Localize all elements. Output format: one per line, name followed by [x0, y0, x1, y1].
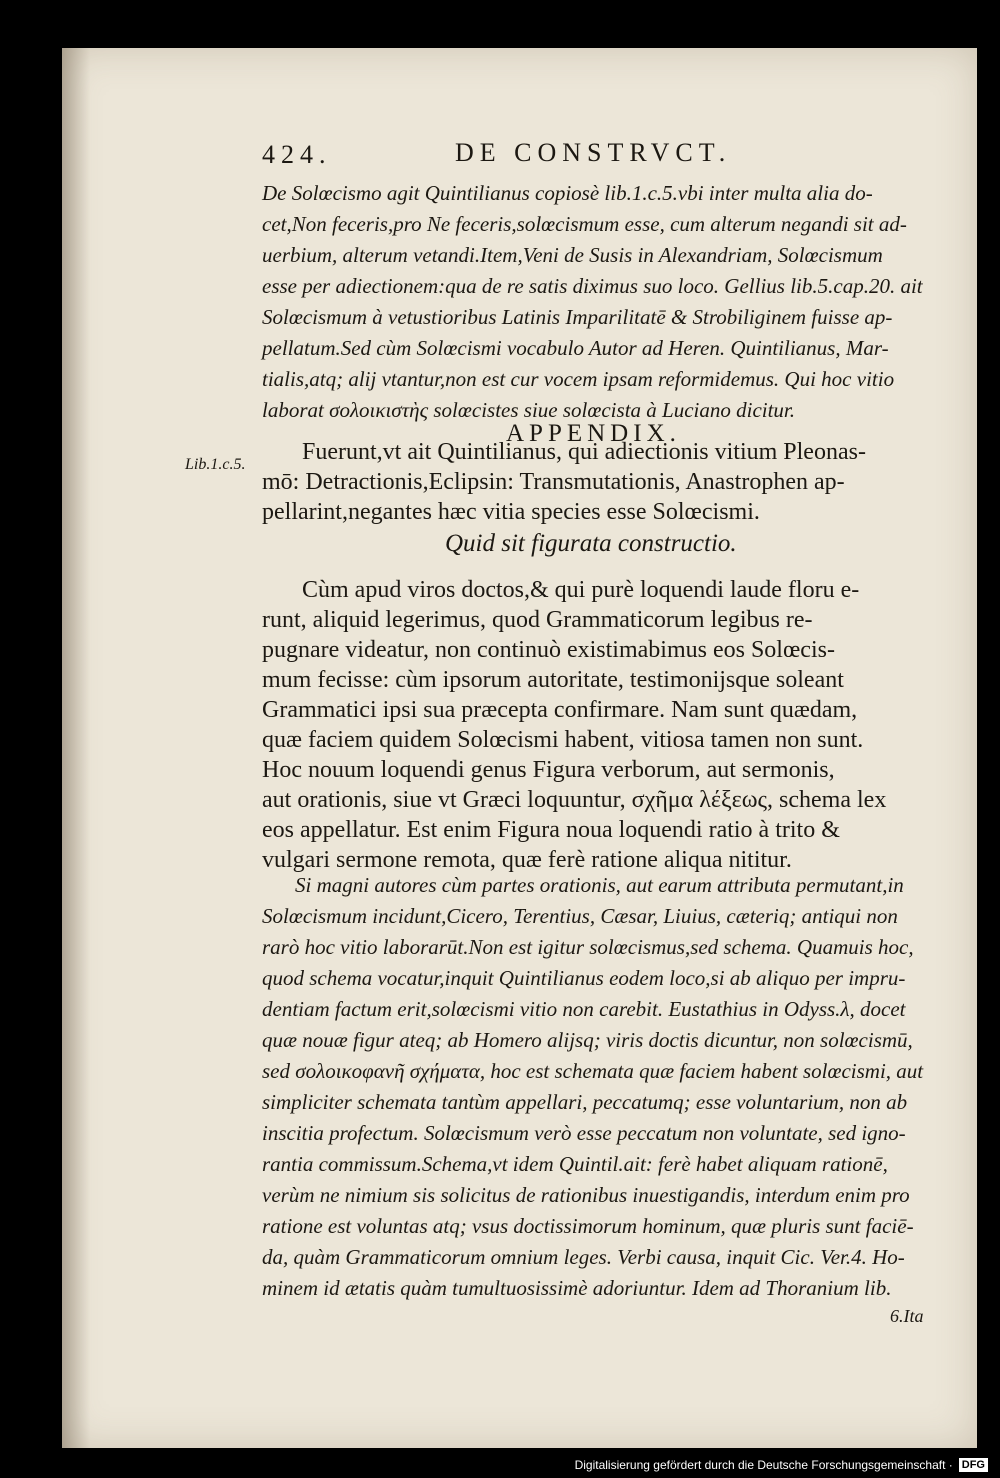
text-line: laborat σολοικιστὴς solœcistes siue solœcista à Luciano dicitur. — [262, 398, 796, 422]
appendix-title: APPENDIX. — [506, 420, 681, 447]
text-line: pellarint,negantes hæc vitia species esse Solœcismi. — [262, 499, 760, 525]
text-line: mō: Detractionis,Eclipsin: Transmutationis, Anastrophen ap- — [262, 469, 845, 495]
footer-text: Digitalisierung gefördert durch die Deutsche Forschungsgemeinschaft · — [574, 1458, 953, 1472]
text-line: De Solœcismo agit Quintilianus copiosè lib.1.c.5.vbi inter multa alia do- — [262, 181, 873, 205]
page-number: 424. — [262, 140, 332, 169]
text-line: pugnare videatur, non continuò existimabimus eos Solœcis- — [262, 637, 835, 663]
text-line: da, quàm Grammaticorum omnium leges. Verbi causa, inquit Cic. Ver.4. Ho- — [262, 1245, 905, 1269]
text-line: Solœcismum incidunt,Cicero, Terentius, Cæsar, Liuius, cæteriq; antiqui non — [262, 904, 898, 928]
text-line: inscitia profectum. Solœcismum verò esse peccatum non voluntate, sed igno- — [262, 1121, 906, 1145]
text-line: esse per adiectionem:qua de re satis diximus suo loco. Gellius lib.5.cap.20. ait — [262, 274, 923, 298]
text-line: cet,Non feceris,pro Ne feceris,solœcismum esse, cum alterum negandi sit ad- — [262, 212, 907, 236]
text-line: runt, aliquid legerimus, quod Grammaticorum legibus re- — [262, 607, 813, 633]
text-line: uerbium, alterum vetandi.Item,Veni de Susis in Alexandriam, Solœcismum — [262, 243, 883, 267]
text-line: Solœcismum à vetustioribus Latinis Imparilitatē & Strobiliginem fuisse ap- — [262, 305, 893, 329]
text-line: Fuerunt,vt ait Quintilianus, qui adiectionis vitium Pleonas- — [302, 439, 866, 465]
text-line: minem id ætatis quàm tumultuosissimè adoriuntur. Idem ad Thoranium lib. — [262, 1276, 892, 1300]
text-line: quæ nouæ figur ateq; ab Homero alijsq; viris doctis dicuntur, non solœcismū, — [262, 1028, 913, 1052]
text-line: Hoc nouum loquendi genus Figura verborum, aut sermonis, — [262, 757, 835, 783]
text-line: dentiam factum erit,solœcismi vitio non carebit. Eustathius in Odyss.λ, docet — [262, 997, 906, 1021]
text-line: aut orationis, siue vt Græci loquuntur, σχῆμα λέξεως, schema lex — [262, 787, 887, 813]
text-line: sed σολοικοφανῆ σχήματα, hoc est schemata quæ faciem habent solœcismi, aut — [262, 1059, 924, 1083]
footer — [575, 1458, 988, 1472]
text-line: Grammatici ipsi sua præcepta confirmare. Nam sunt quædam, — [262, 697, 858, 723]
text-line: mum fecisse: cùm ipsorum autoritate, testimonijsque soleant — [262, 667, 844, 693]
text-line: simpliciter schemata tantùm appellari, peccatumq; esse voluntarium, non ab — [262, 1090, 908, 1114]
text-line: rantia commissum.Schema,vt idem Quintil.ait: ferè habet aliquam rationē, — [262, 1152, 888, 1176]
text-line: rarò hoc vitio laborarūt.Non est igitur solœcismus,sed schema. Quamuis hoc, — [262, 935, 914, 959]
text-line: eos appellatur. Est enim Figura noua loquendi ratio à trito & — [262, 817, 840, 843]
text-line: Si magni autores cùm partes orationis, aut earum attributa permutant,in — [295, 873, 904, 897]
text-line: Cùm apud viros doctos,& qui purè loquendi laude floru e- — [302, 577, 860, 603]
catchword: 6.Ita — [890, 1306, 924, 1326]
text-line: tialis,atq; alij vtantur,non est cur vocem ipsam reformidemus. Qui hoc vitio — [262, 367, 895, 391]
text-line: quod schema vocatur,inquit Quintilianus eodem loco,si ab aliquo per impru- — [262, 966, 906, 990]
text-line: quæ faciem quidem Solœcismi habent, vitiosa tamen non sunt. — [262, 727, 864, 753]
text-line: pellatum.Sed cùm Solœcismi vocabulo Autor ad Heren. Quintilianus, Mar- — [262, 336, 889, 360]
section-title: Quid sit figurata constructio. — [445, 530, 737, 557]
running-title: DE CONSTRVCT. — [455, 138, 732, 167]
dfg-logo: DFG — [959, 1458, 988, 1472]
text-line: verùm ne nimium sis solicitus de rationibus inuestigandis, interdum enim pro — [262, 1183, 910, 1207]
text-line: vulgari sermone remota, quæ ferè ratione aliqua nititur. — [262, 847, 792, 873]
margin-note: Lib.1.c.5. — [185, 456, 246, 473]
text-line: ratione est voluntas atq; vsus doctissimorum hominum, quæ pluris sunt faciē- — [262, 1214, 914, 1238]
